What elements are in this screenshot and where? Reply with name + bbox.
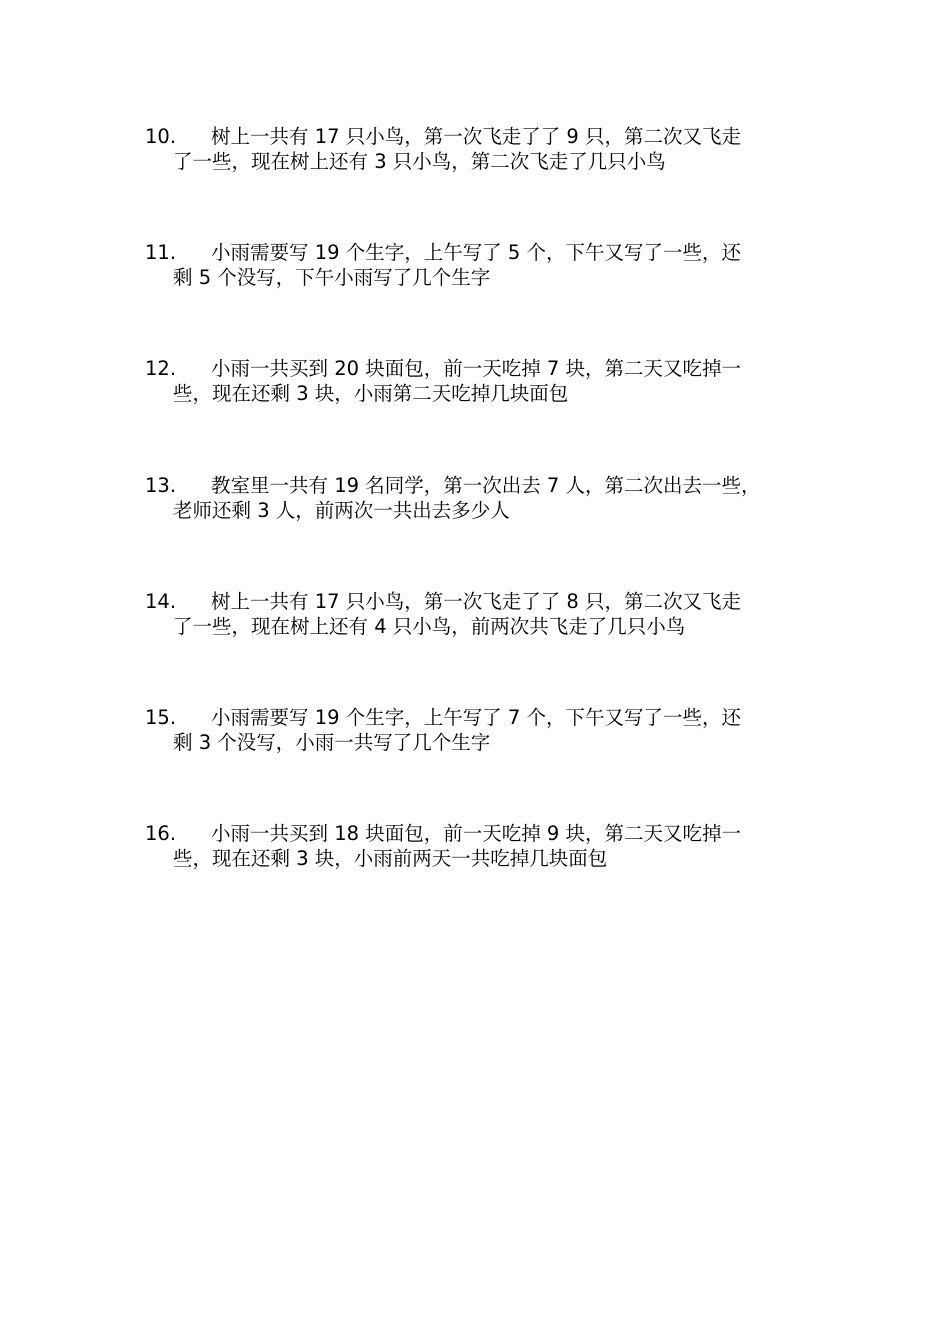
question-number: 16. <box>145 822 177 845</box>
question-text-line2: 了一些，现在树上还有 3 只小鸟，第二次飞走了几只小鸟 <box>173 150 666 173</box>
question-text-line1: 树上一共有 17 只小鸟，第一次飞走了了 8 只，第二次又飞走 <box>211 590 742 613</box>
question-text-line2: 剩 3 个没写，小雨一共写了几个生字 <box>173 731 491 754</box>
question-number: 14. <box>145 590 177 613</box>
question-text-line1: 小雨一共买到 18 块面包，前一天吃掉 9 块，第二天又吃掉一 <box>211 822 742 845</box>
question-item <box>145 124 825 174</box>
question-text-line2: 了一些，现在树上还有 4 只小鸟，前两次共飞走了几只小鸟 <box>173 615 686 638</box>
question-text-line1: 树上一共有 17 只小鸟，第一次飞走了了 9 只，第二次又飞走 <box>211 125 742 148</box>
question-text-line1: 小雨一共买到 20 块面包，前一天吃掉 7 块，第二天又吃掉一 <box>211 357 742 380</box>
question-text-line1: 小雨需要写 19 个生字，上午写了 5 个，下午又写了一些，还 <box>211 241 742 264</box>
question-item <box>145 473 825 523</box>
question-item <box>145 705 825 755</box>
question-text-line2: 些，现在还剩 3 块，小雨前两天一共吃掉几块面包 <box>173 847 608 870</box>
question-text-line2: 老师还剩 3 人，前两次一共出去多少人 <box>173 499 510 522</box>
question-text-line1: 教室里一共有 19 名同学，第一次出去 7 人，第二次出去一些， <box>211 474 761 497</box>
question-number: 10. <box>145 125 177 148</box>
question-item <box>145 821 825 871</box>
question-text-line1: 小雨需要写 19 个生字，上午写了 7 个，下午又写了一些，还 <box>211 706 742 729</box>
question-text-line2: 剩 5 个没写，下午小雨写了几个生字 <box>173 266 491 289</box>
question-item <box>145 240 825 290</box>
question-text-line2: 些，现在还剩 3 块，小雨第二天吃掉几块面包 <box>173 382 569 405</box>
question-number: 13. <box>145 474 177 497</box>
question-item <box>145 589 825 639</box>
question-number: 15. <box>145 706 177 729</box>
question-number: 12. <box>145 357 177 380</box>
question-number: 11. <box>145 241 177 264</box>
question-item <box>145 356 825 406</box>
